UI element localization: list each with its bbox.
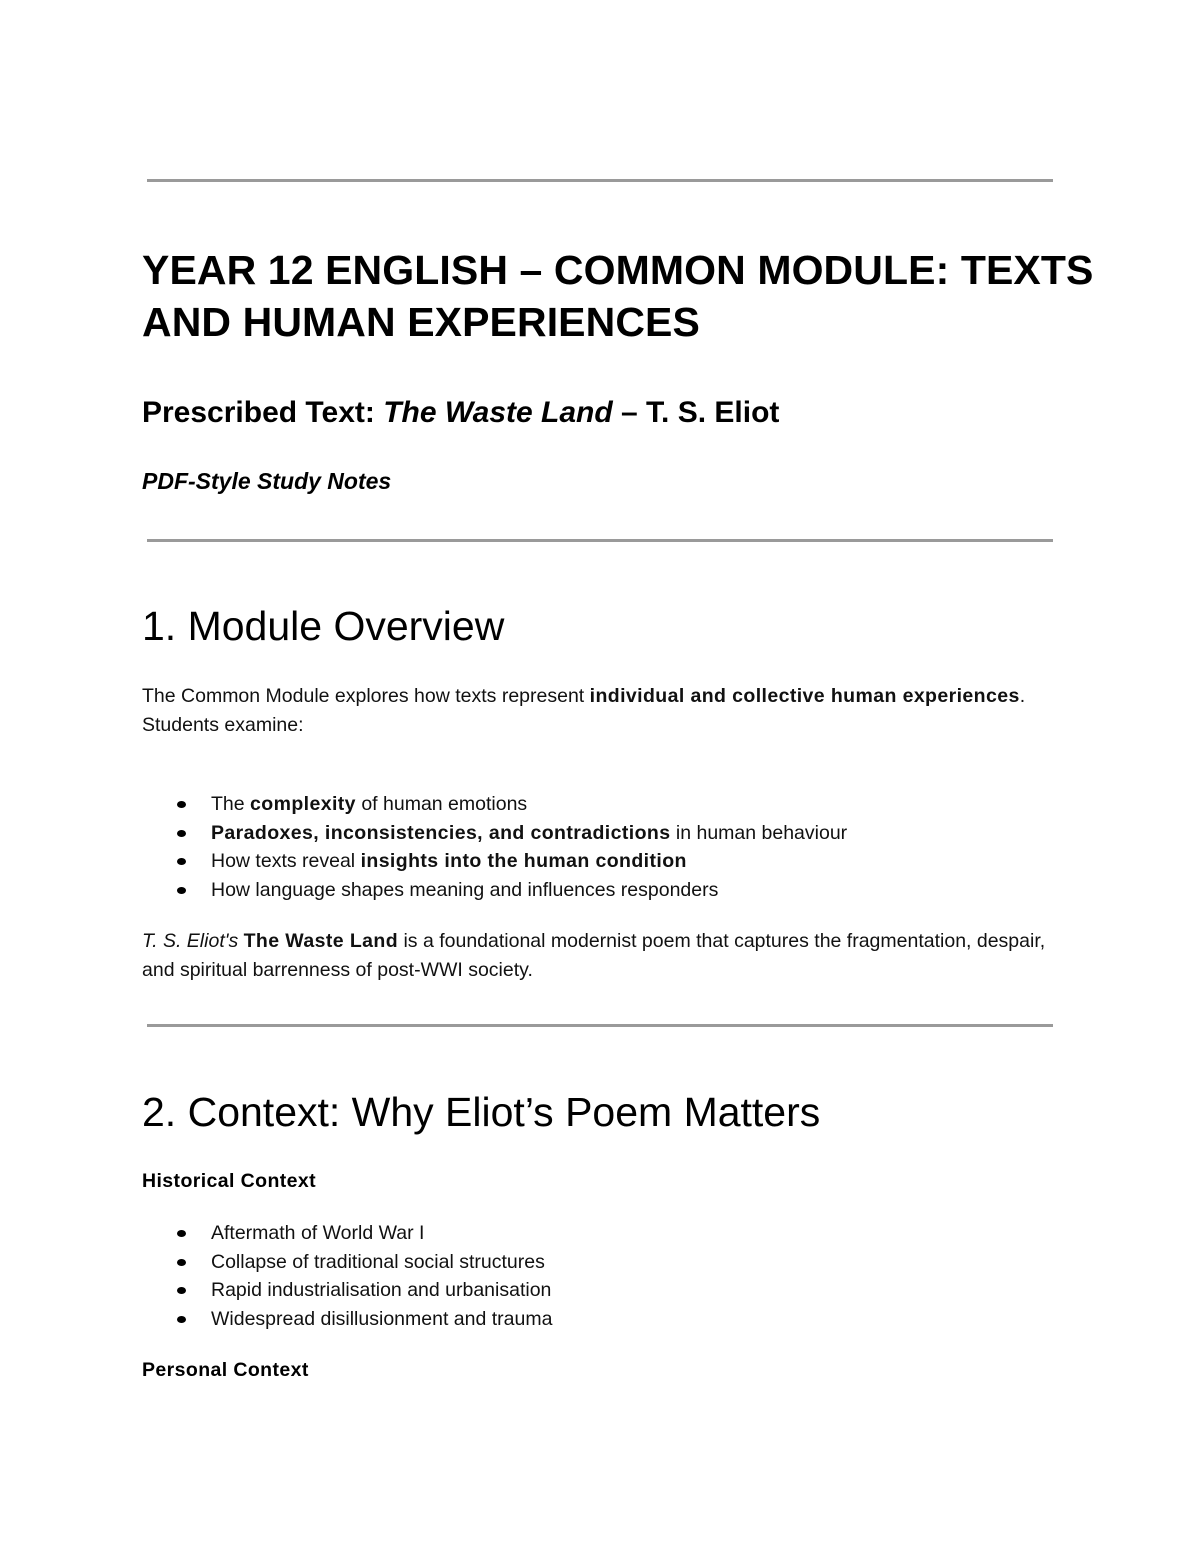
- divider-after-title: [147, 539, 1053, 542]
- list-item: [142, 1276, 1042, 1305]
- list-item-bold: Paradoxes, inconsistencies, and contradictions: [211, 821, 671, 844]
- list-item-bold: complexity: [250, 793, 356, 815]
- divider-after-section-1: [147, 1024, 1053, 1027]
- list-item: [142, 1219, 1042, 1248]
- bullet-icon: [177, 830, 186, 837]
- bullet-icon: [177, 1316, 186, 1323]
- list-item: [142, 819, 1042, 848]
- module-overview-closing: [142, 927, 1062, 984]
- bullet-icon: [177, 887, 186, 894]
- list-item-text: How language shapes meaning and influences responders: [211, 879, 719, 902]
- divider-top: [147, 179, 1053, 182]
- list-item: [142, 1248, 1042, 1277]
- list-item-text: Widespread disillusionment and trauma: [211, 1308, 553, 1331]
- list-item-text: Aftermath of World War I: [211, 1222, 425, 1244]
- list-item: [142, 847, 1042, 876]
- bullet-icon: [177, 1230, 186, 1237]
- intro-text: The Common Module explores how texts represent: [142, 685, 590, 707]
- personal-context-heading: Personal Context: [142, 1359, 309, 1381]
- list-item-text: of human emotions: [355, 793, 528, 815]
- list-item: [142, 876, 1042, 905]
- list-item-text: Rapid industrialisation and urbanisation: [211, 1279, 552, 1302]
- list-item: [142, 790, 1042, 819]
- historical-context-list: [142, 1219, 1042, 1334]
- section-2-heading: 2. Context: Why Eliot’s Poem Matters: [142, 1089, 821, 1135]
- closing-bold-title: The Waste Land: [243, 930, 399, 952]
- prescribed-text-line: [142, 393, 779, 433]
- bullet-icon: [177, 1287, 186, 1294]
- historical-context-heading: Historical Context: [142, 1170, 317, 1192]
- intro-bold-text: individual and collective human experiences: [589, 685, 1020, 707]
- closing-italic-text: T. S. Eliot's: [142, 930, 244, 952]
- document-title: YEAR 12 ENGLISH – COMMON MODULE: TEXTS AND HUMAN EXPERIENCES: [142, 247, 1094, 345]
- bullet-icon: [177, 801, 186, 808]
- closing-text: is a foundational modernist poem that captures the fragmentation, despair, and spiritual barrenness of post-WWI society.: [142, 930, 1046, 981]
- module-overview-list: [142, 790, 1042, 905]
- list-item-text: How texts reveal: [211, 850, 361, 873]
- section-1-heading: 1. Module Overview: [142, 603, 505, 649]
- students-examine-lead: Students examine:: [142, 713, 304, 736]
- list-item-text: Collapse of traditional social structures: [211, 1250, 545, 1273]
- list-item-text: in human behaviour: [670, 821, 848, 844]
- prescribed-work-title: The Waste Land: [383, 396, 613, 429]
- bullet-icon: [177, 858, 186, 865]
- list-item: [142, 1305, 1042, 1334]
- module-overview-intro: [142, 682, 1062, 739]
- style-note: PDF-Style Study Notes: [142, 468, 392, 494]
- list-item-bold: insights into the human condition: [360, 850, 687, 873]
- bullet-icon: [177, 1259, 186, 1266]
- prescribed-label: Prescribed Text:: [142, 396, 384, 429]
- intro-period: .: [1019, 685, 1026, 707]
- prescribed-author: – T. S. Eliot: [612, 396, 780, 429]
- list-item-text: The: [211, 793, 251, 815]
